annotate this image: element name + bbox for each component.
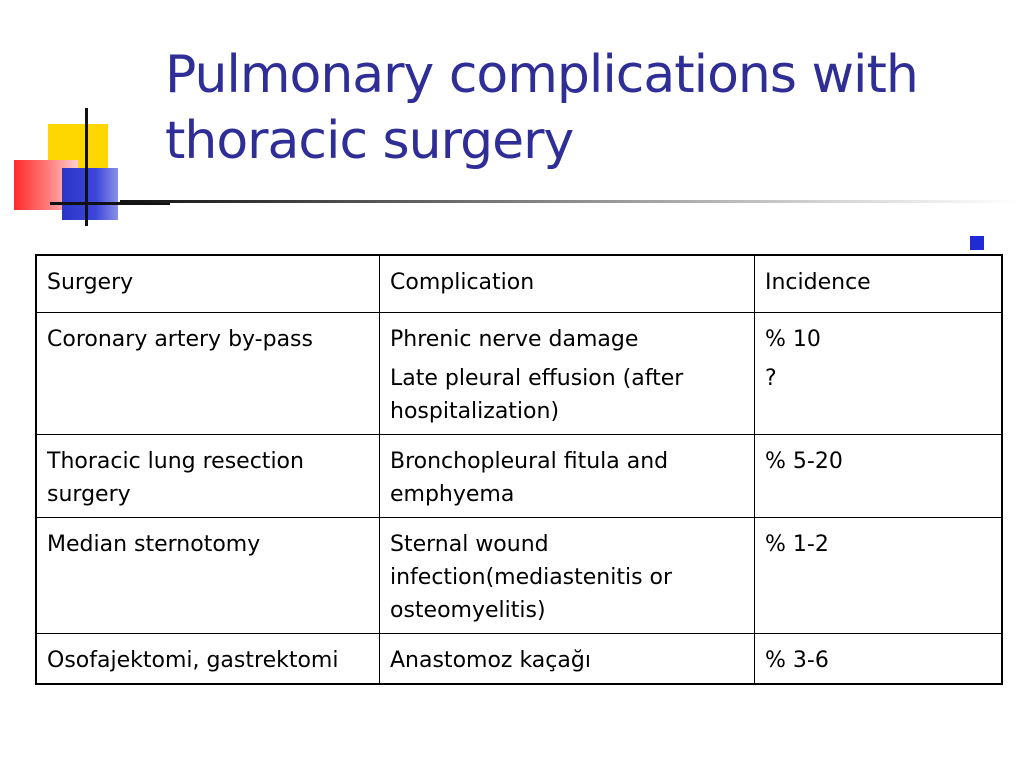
title-rule	[120, 200, 1020, 203]
complication-text: Phrenic nerve damage	[390, 327, 639, 352]
blue-square-decoration	[62, 168, 118, 220]
complications-table	[35, 254, 1003, 685]
surgery-cell: Thoracic lung resection surgery	[36, 435, 380, 518]
complication-cell: Bronchopleural fitula and emphyema	[380, 435, 755, 518]
incidence-cell: % 5-20	[755, 435, 1003, 518]
incidence-text: ?	[765, 366, 777, 391]
slide-title	[165, 42, 1005, 174]
complication-cell: Sternal wound infection(mediastenitis or osteomyelitis)	[380, 518, 755, 634]
header-complication: Complication	[380, 255, 755, 313]
incidence-cell	[755, 313, 1003, 435]
header-incidence: Incidence	[755, 255, 1003, 313]
vertical-line-decoration	[85, 108, 88, 226]
slide-title-line-1: Pulmonary complications with	[165, 45, 918, 105]
complication-cell: Anastomoz kaçağı	[380, 634, 755, 685]
surgery-cell: Median sternotomy	[36, 518, 380, 634]
incidence-cell: % 1-2	[755, 518, 1003, 634]
table-row	[36, 518, 1002, 634]
table-header-row	[36, 255, 1002, 313]
surgery-cell: Osofajektomi, gastrektomi	[36, 634, 380, 685]
table-row	[36, 435, 1002, 518]
table-row	[36, 634, 1002, 685]
bullet-icon	[970, 236, 984, 250]
surgery-cell: Coronary artery by-pass	[36, 313, 380, 435]
incidence-text: % 10	[765, 327, 821, 352]
incidence-cell: % 3-6	[755, 634, 1003, 685]
header-surgery: Surgery	[36, 255, 380, 313]
table-row	[36, 313, 1002, 435]
complication-text: Late pleural effusion (after hospitalization)	[390, 366, 684, 424]
corner-decoration	[0, 0, 170, 240]
complication-cell	[380, 313, 755, 435]
slide-title-line-2: thoracic surgery	[165, 111, 574, 171]
